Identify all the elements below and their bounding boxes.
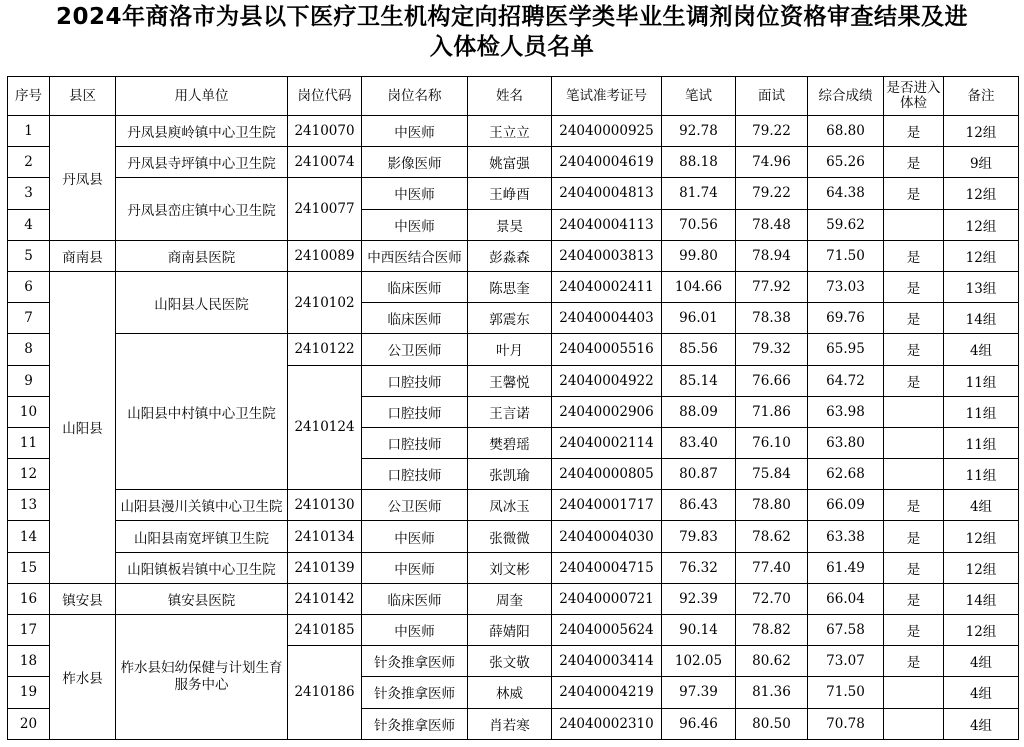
cell-unit: 山阳县人民医院 xyxy=(116,271,288,333)
cell-note: 13组 xyxy=(944,271,1019,302)
cell-physical: 是 xyxy=(884,615,944,646)
cell-written: 79.83 xyxy=(662,521,736,552)
cell-name: 凤冰玉 xyxy=(468,490,552,521)
cell-interview: 78.82 xyxy=(736,615,808,646)
cell-total: 71.50 xyxy=(808,240,884,271)
header-cell: 岗位名称 xyxy=(362,77,468,116)
cell-note: 11组 xyxy=(944,365,1019,396)
title-line-1: 2024年商洛市为县以下医疗卫生机构定向招聘医学类毕业生调剂岗位资格审查结果及进 xyxy=(55,4,968,30)
cell-unit: 丹凤县寺坪镇中心卫生院 xyxy=(116,147,288,178)
cell-total: 66.04 xyxy=(808,583,884,614)
cell-county: 山阳县 xyxy=(50,271,116,583)
cell-physical xyxy=(884,459,944,490)
cell-no: 7 xyxy=(8,303,50,334)
cell-unit: 山阳镇板岩镇中心卫生院 xyxy=(116,552,288,583)
table-row xyxy=(8,490,1019,521)
cell-no: 8 xyxy=(8,334,50,365)
cell-unit: 商南县医院 xyxy=(116,240,288,271)
cell-exam-id: 24040004113 xyxy=(552,209,662,240)
cell-no: 2 xyxy=(8,147,50,178)
cell-interview: 72.70 xyxy=(736,583,808,614)
cell-county: 柞水县 xyxy=(50,615,116,740)
cell-no: 13 xyxy=(8,490,50,521)
title-line-2: 入体检人员名单 xyxy=(429,34,595,60)
cell-post: 针灸推拿医师 xyxy=(362,677,468,708)
cell-interview: 75.84 xyxy=(736,459,808,490)
cell-no: 1 xyxy=(8,116,50,147)
table-row xyxy=(8,178,1019,209)
header-row xyxy=(8,77,1019,116)
cell-post: 针灸推拿医师 xyxy=(362,708,468,739)
cell-interview: 77.92 xyxy=(736,271,808,302)
cell-written: 70.56 xyxy=(662,209,736,240)
cell-exam-id: 24040000721 xyxy=(552,583,662,614)
cell-no: 4 xyxy=(8,209,50,240)
cell-note: 12组 xyxy=(944,178,1019,209)
cell-no: 16 xyxy=(8,583,50,614)
cell-written: 86.43 xyxy=(662,490,736,521)
cell-written: 104.66 xyxy=(662,271,736,302)
cell-exam-id: 24040002310 xyxy=(552,708,662,739)
cell-note: 11组 xyxy=(944,396,1019,427)
cell-exam-id: 24040000805 xyxy=(552,459,662,490)
cell-physical xyxy=(884,708,944,739)
cell-written: 97.39 xyxy=(662,677,736,708)
cell-interview: 71.86 xyxy=(736,396,808,427)
cell-no: 20 xyxy=(8,708,50,739)
cell-no: 15 xyxy=(8,552,50,583)
cell-no: 12 xyxy=(8,459,50,490)
cell-physical: 是 xyxy=(884,334,944,365)
cell-written: 76.32 xyxy=(662,552,736,583)
cell-code: 2410122 xyxy=(288,334,362,365)
cell-code: 2410074 xyxy=(288,147,362,178)
cell-interview: 78.48 xyxy=(736,209,808,240)
cell-note: 11组 xyxy=(944,459,1019,490)
cell-total: 70.78 xyxy=(808,708,884,739)
cell-interview: 78.38 xyxy=(736,303,808,334)
cell-written: 80.87 xyxy=(662,459,736,490)
cell-post: 中医师 xyxy=(362,116,468,147)
cell-note: 14组 xyxy=(944,303,1019,334)
cell-name: 林威 xyxy=(468,677,552,708)
cell-unit: 山阳县南宽坪镇卫生院 xyxy=(116,521,288,552)
header-cell: 县区 xyxy=(50,77,116,116)
cell-written: 92.39 xyxy=(662,583,736,614)
cell-written: 88.18 xyxy=(662,147,736,178)
header-cell: 用人单位 xyxy=(116,77,288,116)
cell-note: 14组 xyxy=(944,583,1019,614)
cell-post: 中医师 xyxy=(362,552,468,583)
cell-interview: 80.62 xyxy=(736,646,808,677)
cell-exam-id: 24040004619 xyxy=(552,147,662,178)
cell-total: 65.26 xyxy=(808,147,884,178)
cell-physical: 是 xyxy=(884,116,944,147)
cell-written: 102.05 xyxy=(662,646,736,677)
cell-total: 61.49 xyxy=(808,552,884,583)
cell-county: 丹凤县 xyxy=(50,116,116,241)
cell-code: 2410130 xyxy=(288,490,362,521)
cell-name: 张文敬 xyxy=(468,646,552,677)
cell-physical: 是 xyxy=(884,521,944,552)
header-cell: 是否进入体检 xyxy=(884,77,944,116)
cell-exam-id: 24040004030 xyxy=(552,521,662,552)
cell-name: 刘文彬 xyxy=(468,552,552,583)
cell-county: 商南县 xyxy=(50,240,116,271)
cell-physical: 是 xyxy=(884,147,944,178)
cell-no: 5 xyxy=(8,240,50,271)
table-row xyxy=(8,116,1019,147)
cell-physical: 是 xyxy=(884,583,944,614)
cell-note: 12组 xyxy=(944,240,1019,271)
table-row xyxy=(8,334,1019,365)
cell-code: 2410186 xyxy=(288,646,362,740)
cell-post: 临床医师 xyxy=(362,271,468,302)
cell-name: 肖若寒 xyxy=(468,708,552,739)
cell-total: 67.58 xyxy=(808,615,884,646)
cell-unit: 山阳县漫川关镇中心卫生院 xyxy=(116,490,288,521)
cell-total: 59.62 xyxy=(808,209,884,240)
cell-code: 2410077 xyxy=(288,178,362,240)
cell-exam-id: 24040005516 xyxy=(552,334,662,365)
cell-note: 4组 xyxy=(944,334,1019,365)
cell-physical: 是 xyxy=(884,240,944,271)
cell-written: 81.74 xyxy=(662,178,736,209)
cell-written: 85.14 xyxy=(662,365,736,396)
cell-interview: 76.66 xyxy=(736,365,808,396)
cell-post: 口腔技师 xyxy=(362,365,468,396)
cell-total: 65.95 xyxy=(808,334,884,365)
cell-total: 64.72 xyxy=(808,365,884,396)
cell-physical: 是 xyxy=(884,303,944,334)
cell-no: 17 xyxy=(8,615,50,646)
cell-exam-id: 24040004922 xyxy=(552,365,662,396)
cell-note: 4组 xyxy=(944,490,1019,521)
cell-physical xyxy=(884,209,944,240)
cell-name: 陈思奎 xyxy=(468,271,552,302)
cell-name: 姚富强 xyxy=(468,147,552,178)
cell-name: 张微微 xyxy=(468,521,552,552)
cell-code: 2410102 xyxy=(288,271,362,333)
cell-written: 83.40 xyxy=(662,427,736,458)
cell-name: 景昊 xyxy=(468,209,552,240)
cell-total: 62.68 xyxy=(808,459,884,490)
cell-no: 9 xyxy=(8,365,50,396)
cell-physical xyxy=(884,396,944,427)
cell-name: 樊碧瑶 xyxy=(468,427,552,458)
cell-total: 63.38 xyxy=(808,521,884,552)
cell-total: 73.07 xyxy=(808,646,884,677)
cell-exam-id: 24040003813 xyxy=(552,240,662,271)
cell-name: 王峥酉 xyxy=(468,178,552,209)
cell-code: 2410134 xyxy=(288,521,362,552)
cell-note: 4组 xyxy=(944,646,1019,677)
cell-note: 12组 xyxy=(944,615,1019,646)
cell-name: 叶月 xyxy=(468,334,552,365)
cell-post: 口腔技师 xyxy=(362,396,468,427)
cell-exam-id: 24040002906 xyxy=(552,396,662,427)
cell-interview: 78.62 xyxy=(736,521,808,552)
cell-written: 96.46 xyxy=(662,708,736,739)
cell-no: 18 xyxy=(8,646,50,677)
cell-physical: 是 xyxy=(884,271,944,302)
table-row xyxy=(8,521,1019,552)
cell-no: 19 xyxy=(8,677,50,708)
cell-interview: 79.22 xyxy=(736,116,808,147)
cell-name: 彭淼森 xyxy=(468,240,552,271)
cell-note: 4组 xyxy=(944,708,1019,739)
cell-post: 临床医师 xyxy=(362,303,468,334)
results-table xyxy=(7,76,1019,740)
cell-interview: 81.36 xyxy=(736,677,808,708)
cell-name: 王立立 xyxy=(468,116,552,147)
header-cell: 序号 xyxy=(8,77,50,116)
cell-physical: 是 xyxy=(884,490,944,521)
cell-interview: 78.94 xyxy=(736,240,808,271)
cell-exam-id: 24040002114 xyxy=(552,427,662,458)
cell-written: 96.01 xyxy=(662,303,736,334)
cell-post: 针灸推拿医师 xyxy=(362,646,468,677)
cell-total: 71.50 xyxy=(808,677,884,708)
cell-exam-id: 24040003414 xyxy=(552,646,662,677)
cell-exam-id: 24040001717 xyxy=(552,490,662,521)
cell-unit: 镇安县医院 xyxy=(116,583,288,614)
cell-note: 4组 xyxy=(944,677,1019,708)
cell-code: 2410089 xyxy=(288,240,362,271)
cell-unit: 丹凤县峦庄镇中心卫生院 xyxy=(116,178,288,240)
cell-exam-id: 24040004813 xyxy=(552,178,662,209)
cell-total: 63.80 xyxy=(808,427,884,458)
cell-interview: 78.80 xyxy=(736,490,808,521)
cell-county: 镇安县 xyxy=(50,583,116,614)
cell-no: 6 xyxy=(8,271,50,302)
cell-post: 临床医师 xyxy=(362,583,468,614)
header-cell: 笔试 xyxy=(662,77,736,116)
cell-interview: 79.22 xyxy=(736,178,808,209)
cell-post: 中医师 xyxy=(362,521,468,552)
cell-code: 2410139 xyxy=(288,552,362,583)
cell-name: 张凯瑜 xyxy=(468,459,552,490)
table-row xyxy=(8,552,1019,583)
cell-written: 88.09 xyxy=(662,396,736,427)
cell-post: 公卫医师 xyxy=(362,490,468,521)
header-cell: 综合成绩 xyxy=(808,77,884,116)
cell-exam-id: 24040005624 xyxy=(552,615,662,646)
cell-physical: 是 xyxy=(884,365,944,396)
cell-physical: 是 xyxy=(884,646,944,677)
cell-no: 14 xyxy=(8,521,50,552)
cell-no: 10 xyxy=(8,396,50,427)
header-cell: 面试 xyxy=(736,77,808,116)
cell-total: 64.38 xyxy=(808,178,884,209)
cell-written: 90.14 xyxy=(662,615,736,646)
cell-written: 99.80 xyxy=(662,240,736,271)
cell-post: 中医师 xyxy=(362,178,468,209)
cell-total: 73.03 xyxy=(808,271,884,302)
cell-total: 63.98 xyxy=(808,396,884,427)
cell-post: 口腔技师 xyxy=(362,427,468,458)
cell-unit: 山阳县中村镇中心卫生院 xyxy=(116,334,288,490)
cell-physical xyxy=(884,677,944,708)
cell-total: 69.76 xyxy=(808,303,884,334)
cell-name: 王馨悦 xyxy=(468,365,552,396)
cell-exam-id: 24040000925 xyxy=(552,116,662,147)
cell-note: 12组 xyxy=(944,116,1019,147)
cell-total: 68.80 xyxy=(808,116,884,147)
cell-exam-id: 24040002411 xyxy=(552,271,662,302)
cell-note: 12组 xyxy=(944,552,1019,583)
cell-exam-id: 24040004219 xyxy=(552,677,662,708)
cell-code: 2410185 xyxy=(288,615,362,646)
cell-interview: 74.96 xyxy=(736,147,808,178)
cell-interview: 79.32 xyxy=(736,334,808,365)
cell-post: 公卫医师 xyxy=(362,334,468,365)
cell-unit: 丹凤县庾岭镇中心卫生院 xyxy=(116,116,288,147)
cell-interview: 76.10 xyxy=(736,427,808,458)
table-row xyxy=(8,240,1019,271)
cell-no: 11 xyxy=(8,427,50,458)
cell-note: 12组 xyxy=(944,209,1019,240)
header-cell: 岗位代码 xyxy=(288,77,362,116)
table-row xyxy=(8,147,1019,178)
cell-post: 中医师 xyxy=(362,615,468,646)
cell-post: 口腔技师 xyxy=(362,459,468,490)
cell-physical: 是 xyxy=(884,178,944,209)
cell-total: 66.09 xyxy=(808,490,884,521)
cell-interview: 80.50 xyxy=(736,708,808,739)
cell-code: 2410070 xyxy=(288,116,362,147)
cell-code: 2410124 xyxy=(288,365,362,490)
cell-note: 12组 xyxy=(944,521,1019,552)
cell-no: 3 xyxy=(8,178,50,209)
cell-name: 薛婧阳 xyxy=(468,615,552,646)
table-row xyxy=(8,271,1019,302)
cell-name: 周奎 xyxy=(468,583,552,614)
cell-post: 中医师 xyxy=(362,209,468,240)
cell-written: 85.56 xyxy=(662,334,736,365)
header-cell: 笔试准考证号 xyxy=(552,77,662,116)
page-title xyxy=(0,2,1024,62)
cell-post: 影像医师 xyxy=(362,147,468,178)
cell-note: 11组 xyxy=(944,427,1019,458)
cell-physical: 是 xyxy=(884,552,944,583)
cell-code: 2410142 xyxy=(288,583,362,614)
cell-post: 中西医结合医师 xyxy=(362,240,468,271)
cell-unit: 柞水县妇幼保健与计划生育服务中心 xyxy=(116,615,288,740)
cell-written: 92.78 xyxy=(662,116,736,147)
header-cell: 姓名 xyxy=(468,77,552,116)
table-row xyxy=(8,615,1019,646)
cell-note: 9组 xyxy=(944,147,1019,178)
cell-name: 郭震东 xyxy=(468,303,552,334)
cell-exam-id: 24040004403 xyxy=(552,303,662,334)
header-cell: 备注 xyxy=(944,77,1019,116)
cell-exam-id: 24040004715 xyxy=(552,552,662,583)
cell-interview: 77.40 xyxy=(736,552,808,583)
table-row xyxy=(8,583,1019,614)
cell-physical xyxy=(884,427,944,458)
cell-name: 王言诺 xyxy=(468,396,552,427)
